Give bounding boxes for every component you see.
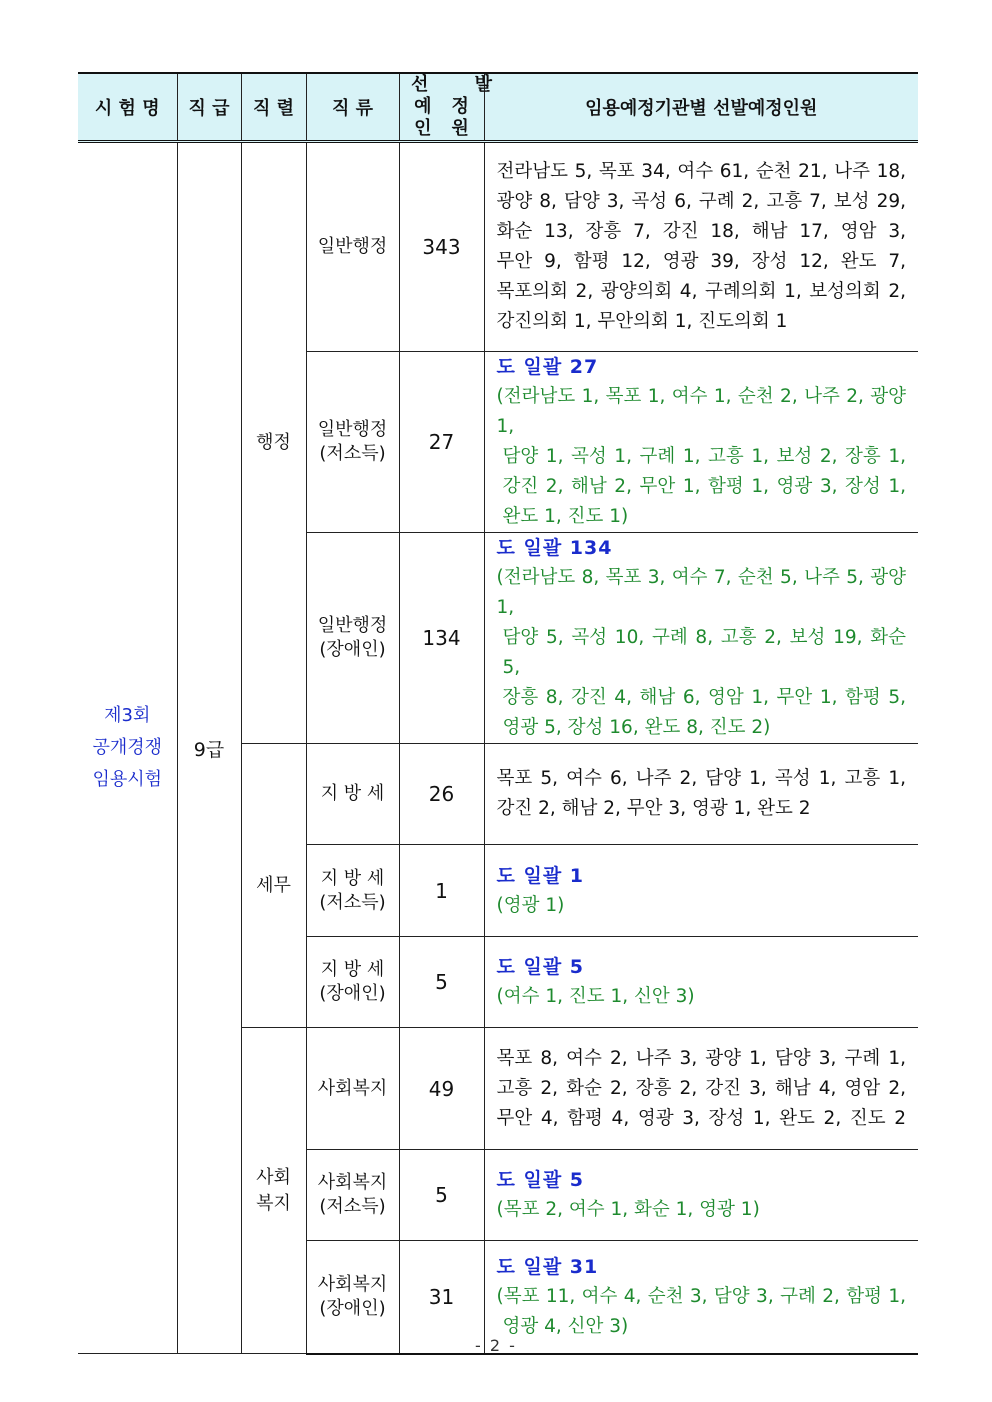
bulk-label: 도 일괄 5 — [496, 956, 585, 978]
category-cell: 지 방 세 (장애인) — [306, 937, 399, 1028]
category-cell: 사회복지 (저소득) — [306, 1150, 399, 1241]
allocation-cell: 도 일괄 5 (목포 2, 여수 1, 화순 1, 영광 1) — [484, 1150, 918, 1241]
allocation-cell: 도 일괄 1 (영광 1) — [484, 845, 918, 937]
count-cell: 134 — [399, 533, 484, 744]
header-allocation: 임용예정기관별 선발예정인원 — [484, 73, 918, 142]
count-cell: 5 — [399, 1150, 484, 1241]
header-select-bottom: 예정인원 — [414, 96, 489, 139]
count-cell: 343 — [399, 142, 484, 352]
header-select-top: 선 발 — [410, 74, 513, 95]
count-cell: 49 — [399, 1028, 484, 1150]
grade-cell: 9급 — [177, 142, 241, 1354]
series-welfare: 사회 복지 — [241, 1028, 306, 1354]
category-cell: 일반행정 — [306, 142, 399, 352]
table-row — [78, 142, 918, 352]
series-tax: 세무 — [241, 744, 306, 1028]
exam-line-1: 제3회 — [104, 705, 151, 726]
bulk-label: 도 일괄 5 — [496, 1169, 585, 1191]
header-exam-name: 시 험 명 — [78, 73, 177, 142]
recruitment-table — [78, 72, 918, 1355]
count-cell: 27 — [399, 352, 484, 533]
category-cell: 지 방 세 — [306, 744, 399, 845]
exam-line-2: 공개경쟁 — [92, 737, 163, 758]
allocation-cell: 도 일괄 5 (여수 1, 진도 1, 신안 3) — [484, 937, 918, 1028]
category-cell: 일반행정 (장애인) — [306, 533, 399, 744]
category-cell: 일반행정 (저소득) — [306, 352, 399, 533]
category-cell: 사회복지 (장애인) — [306, 1241, 399, 1354]
bulk-label: 도 일괄 31 — [496, 1255, 599, 1278]
bulk-label: 도 일괄 134 — [496, 537, 613, 559]
header-series: 직 렬 — [241, 73, 306, 142]
bulk-label: 도 일괄 27 — [496, 356, 599, 378]
header-select-count — [399, 73, 513, 142]
exam-name-cell — [78, 142, 177, 1354]
allocation-cell: 도 일괄 134 (전라남도 8, 목포 3, 여수 7, 순천 5, 나주 5, 광양 1, 담양 5, 곡성 10, 구례 8, 고흥 2, 보성 19, 화순 5, 장흥 8, 강진 4, 해남 6, 영암 1, 무안 1, 함평 5, 영광 5, 장성 16, 완도 8, 진도 2) — [484, 533, 918, 744]
header-row — [78, 73, 918, 142]
page-number: - 2 - — [475, 1336, 517, 1355]
bulk-label: 도 일괄 1 — [496, 864, 585, 887]
allocation-cell: 전라남도 5, 목포 34, 여수 61, 순천 21, 나주 18, 광양 8, 담양 3, 곡성 6, 구례 2, 고흥 7, 보성 29, 화순 13, 장흥 7, 강진 18, 해남 17, 영암 3, 무안 9, 함평 12, 영광 39, 장성 12, 완도 7, 목포의회 2, 광양의회 4, 구례의회 1, 보성의회 2, 강진의회 1, 무안의회 1, 진도의회 1 — [484, 142, 918, 352]
allocation-cell: 목포 5, 여수 6, 나주 2, 담양 1, 곡성 1, 고흥 1, 강진 2, 해남 2, 무안 3, 영광 1, 완도 2 — [484, 744, 918, 845]
allocation-cell: 도 일괄 31 (목포 11, 여수 4, 순천 3, 담양 3, 구례 2, 함평 1, 영광 4, 신안 3) — [484, 1241, 918, 1354]
header-grade: 직 급 — [177, 73, 241, 142]
category-cell: 지 방 세 (저소득) — [306, 845, 399, 937]
exam-line-3: 임용시험 — [92, 769, 163, 790]
category-cell: 사회복지 — [306, 1028, 399, 1150]
count-cell: 1 — [399, 845, 484, 937]
series-admin: 행정 — [241, 142, 306, 744]
count-cell: 5 — [399, 937, 484, 1028]
allocation-cell: 도 일괄 27 (전라남도 1, 목포 1, 여수 1, 순천 2, 나주 2, 광양 1, 담양 1, 곡성 1, 구례 1, 고흥 1, 보성 2, 장흥 1, 강진 2, 해남 2, 무안 1, 함평 1, 영광 3, 장성 1, 완도 1, 진도 1) — [484, 352, 918, 533]
allocation-cell: 목포 8, 여수 2, 나주 3, 광양 1, 담양 3, 구례 1, 고흥 2, 화순 2, 장흥 2, 강진 3, 해남 4, 영암 2, 무안 4, 함평 4, 영광 3, 장성 1, 완도 2, 진도 2 — [484, 1028, 918, 1150]
count-cell: 26 — [399, 744, 484, 845]
count-cell: 31 — [399, 1241, 484, 1354]
header-category: 직 류 — [306, 73, 399, 142]
